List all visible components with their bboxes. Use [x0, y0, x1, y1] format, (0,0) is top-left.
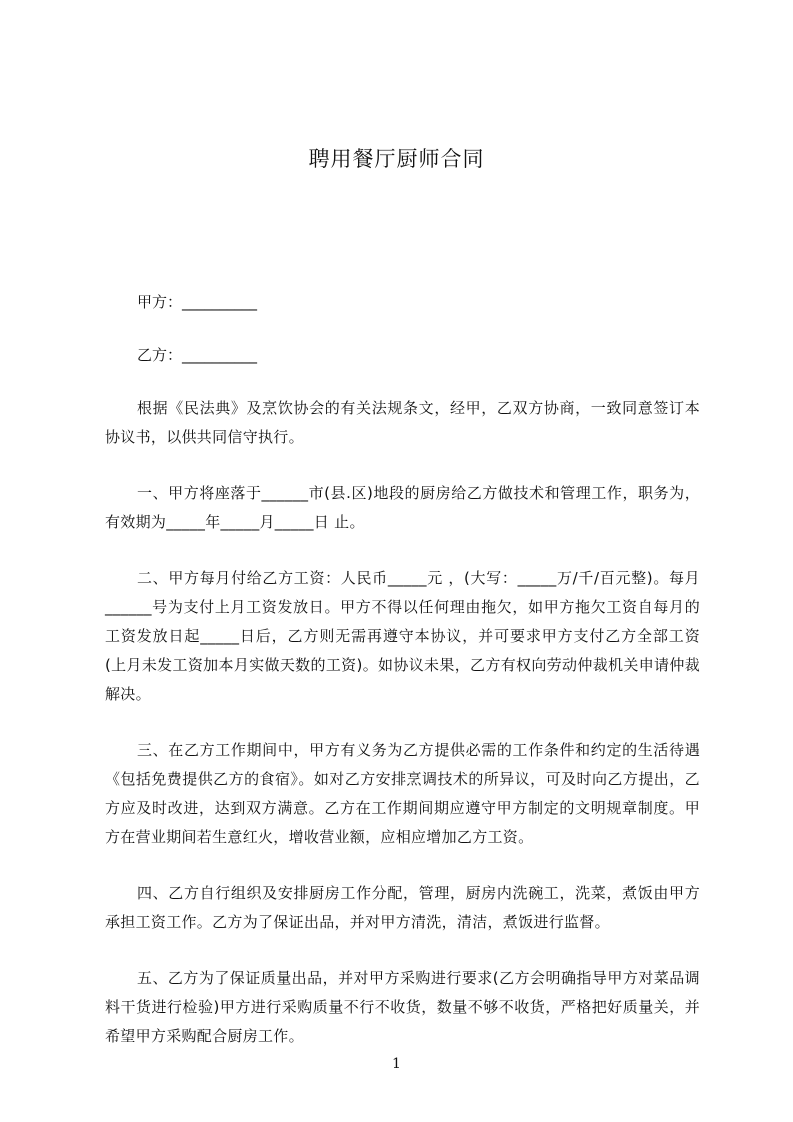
page-number: 1 [392, 1056, 401, 1072]
clause-1-paragraph: 一、甲方将座落于______市(县.区)地段的厨房给乙方做技术和管理工作，职务为，有效期为_____年_____月_____日 止。 [105, 484, 700, 531]
clause-5-paragraph: 五、乙方为了保证质量出品，并对甲方采购进行要求(乙方会明确指导甲方对菜品调料干货进行检验)甲方进行采购质量不行不收货，数量不够不收货，严格把好质量关，并希望甲方采购配合厨房工作。 [105, 969, 700, 1045]
clause-2-paragraph: 二、甲方每月付给乙方工资：人民币_____元 ，(大写：_____万/千/百元整)。每月______号为支付上月工资发放日。甲方不得以任何理由拖欠，如甲方拖欠工资自每月的工资发放日起_____日后，乙方则无需再遵守本协议，并可要求甲方支付乙方全部工资(上月未发工资加本月实做天数的工资)。如协议未果，乙方有权向劳动仲裁机关申请仲裁解决。 [105, 569, 700, 703]
party-b-line: 乙方：__________ [137, 346, 258, 364]
clause-4-paragraph: 四、乙方自行组织及安排厨房工作分配，管理，厨房内洗碗工，洗菜，煮饭由甲方承担工资工作。乙方为了保证出品，并对甲方清洗，清洁，煮饭进行监督。 [105, 884, 700, 931]
clause-3-paragraph: 三、在乙方工作期间中，甲方有义务为乙方提供必需的工作条件和约定的生活待遇《包括免费提供乙方的食宿》。如对乙方安排烹调技术的所异议，可及时向乙方提出，乙方应及时改进，达到双方满意。乙方在工作期间期应遵守甲方制定的文明规章制度。甲方在营业期间若生意红火，增收营业额，应相应增加乙方工资。 [105, 741, 700, 846]
contract-body [105, 394, 700, 1078]
preamble-paragraph: 根据《民法典》及烹饮协会的有关法规条文，经甲，乙双方协商，一致同意签订本协议书，以供共同信守执行。 [105, 399, 700, 446]
page-title: 聘用餐厅厨师合同 [308, 147, 485, 171]
party-a-line: 甲方：__________ [137, 293, 258, 311]
